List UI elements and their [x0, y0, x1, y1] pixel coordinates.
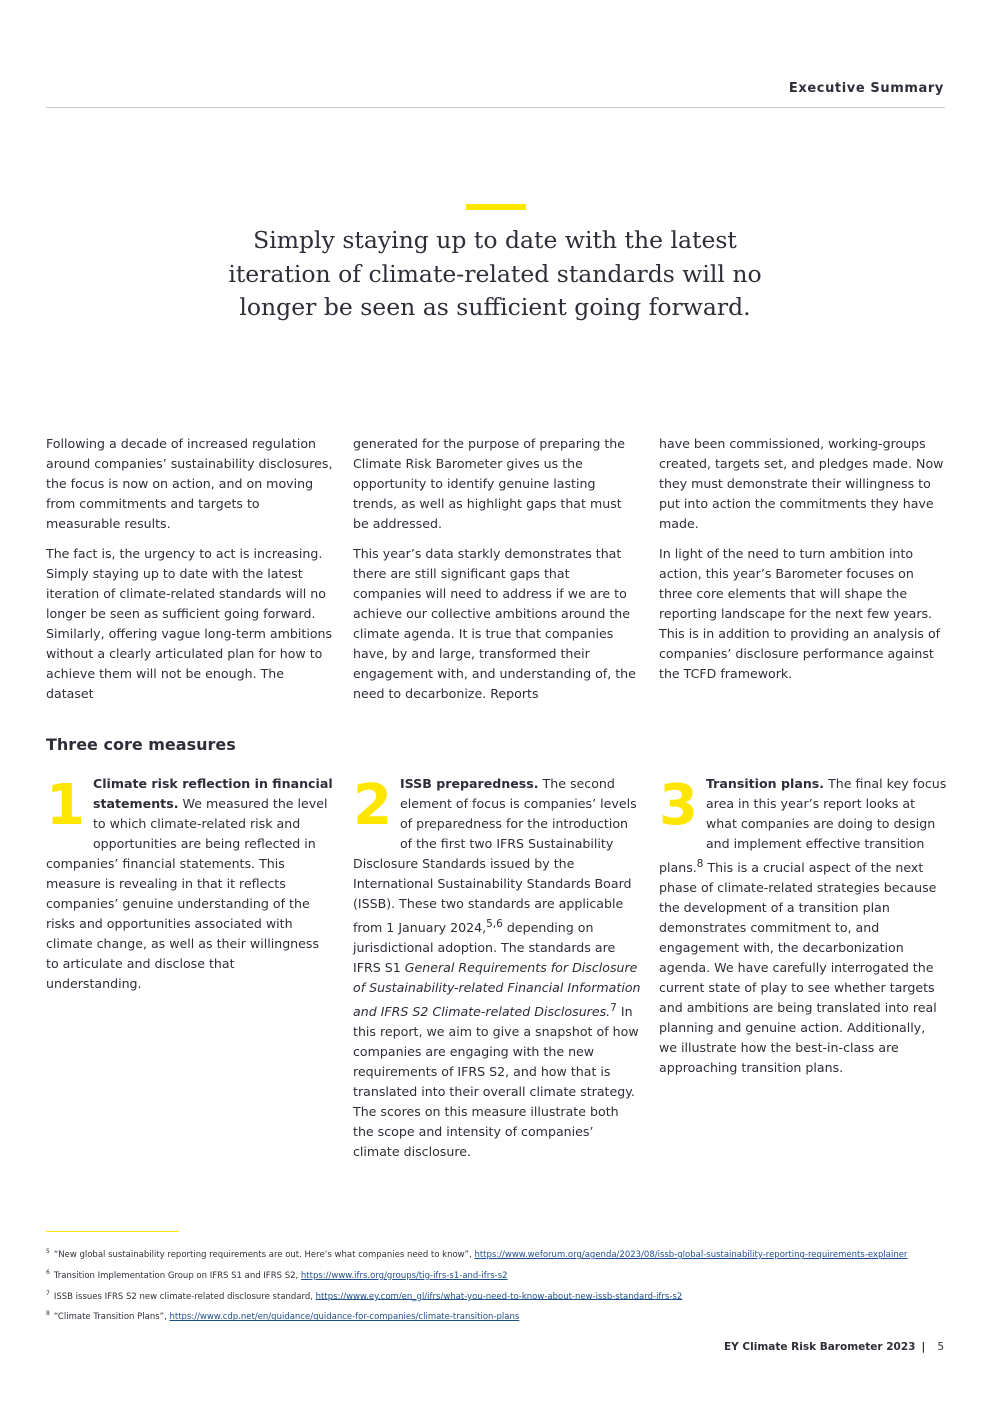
pull-quote: Simply staying up to date with the latest iteration of climate-related standards will no longer be seen as sufficient going forward. [228, 226, 762, 321]
measure-body: We measured the level to which climate-related risk and opportunities are being reflected in companies’ financial statements. This measure is revealing in that it reflects companies’ genuine understanding of the risks and opportunities associated with climate change, as well as their willingness to articulate and disclose that understanding. [46, 796, 328, 991]
footnote-number: 5 [46, 1248, 50, 1255]
footnote [46, 1243, 946, 1264]
intro-column-3 [659, 434, 947, 694]
footnote-text: “New global sustainability reporting requirements are out. Here’s what companies need to know”, [53, 1249, 475, 1260]
paragraph: generated for the purpose of preparing the Climate Risk Barometer gives us the opportunity to identify genuine lasting trends, as well as highlight gaps that must be addressed. [353, 436, 626, 531]
footnote [46, 1264, 946, 1285]
footnote-number: 7 [46, 1289, 50, 1297]
footnote-text: ISSB issues IFRS S2 new climate-related disclosure standard, [53, 1291, 316, 1302]
paragraph: This year’s data starkly demonstrates that there are still significant gaps that companies will need to address if we are to achieve our collective ambitions around the climate agenda. It is true that companies have, by and large, transformed their engagement with, and understanding of, the need to decarbonize. Reports [353, 546, 636, 701]
footnote [46, 1285, 946, 1306]
footnote-link[interactable]: https://www.ey.com/en_gl/ifrs/what-you-need-to-know-about-new-issb-standard-ifrs-s2 [315, 1291, 683, 1302]
measure-body: depending on jurisdictional adoption. The standards are IFRS S1 [353, 920, 616, 976]
measure-body: The final key focus area in this year’s report looks at what companies are doing to design and implement effective transition plans. [659, 776, 947, 876]
quote-accent-bar [466, 204, 526, 210]
footnote-link[interactable]: https://www.weforum.org/agenda/2023/08/issb-global-sustainability-reporting-requirements-explainer [474, 1249, 908, 1260]
section-title: Executive Summary [788, 81, 944, 96]
paragraph: Following a decade of increased regulation around companies’ sustainability disclosures, the focus is now on action, and on moving from commitments and targets to measurable results. [46, 436, 333, 531]
publication-title: EY Climate Risk Barometer 2023 [723, 1341, 916, 1353]
measure-title: ISSB preparedness. [399, 776, 539, 791]
footnote [46, 1305, 946, 1326]
footnote-link[interactable]: https://www.cdp.net/en/guidance/guidance-for-companies/climate-transition-plans [169, 1312, 520, 1323]
measure-number: 2 [353, 773, 392, 838]
header-divider [46, 107, 945, 108]
footnotes [46, 1243, 946, 1326]
footnote-divider [46, 1231, 179, 1232]
page-footer [724, 1341, 944, 1353]
footnote-number: 6 [46, 1268, 50, 1276]
paragraph: The fact is, the urgency to act is increasing. Simply staying up to date with the latest iteration of climate-related standards will no longer be seen as sufficient going forward. Similarly, offering vague long-term ambitions without a clearly articulated plan for how to achieve them will not be enough. The dataset [46, 546, 333, 701]
footnote-number: 8 [46, 1310, 50, 1318]
measure-title: Climate risk reflection in financial statements. [92, 776, 333, 811]
measure-number: 1 [46, 773, 85, 838]
footnote-text: Transition Implementation Group on IFRS S1 and IFRS S2, [53, 1270, 301, 1281]
page-number: 5 [937, 1341, 944, 1353]
measure-2 [353, 774, 641, 1162]
footnote-text: “Climate Transition Plans”, [53, 1312, 170, 1323]
measure-body: This is a crucial aspect of the next phase of climate-related strategies because the development of a transition plan demonstrates commitment to, and engagement with, the decarbonization agenda. We have carefully interrogated the current state of play to see whether targets and ambitions are being translated into real planning and genuine action. Additionally, we illustrate how the best-in-class are approaching transition plans. [659, 860, 937, 1076]
measure-3 [659, 774, 947, 1078]
intro-column-1 [46, 434, 334, 714]
footnote-ref: 5,6 [486, 918, 503, 930]
paragraph: In light of the need to turn ambition into action, this year’s Barometer focuses on three core elements that will shape the reporting landscape for the next few years. This is in addition to providing an analysis of companies’ disclosure performance against the TCFD framework. [659, 546, 941, 681]
measure-body: The second element of focus is companies’ levels of preparedness for the introduction of the first two IFRS Sustainability Disclosure Standards issued by the International Sustainability Standards Board (ISSB). These two standards are applicable from 1 January 2024, [353, 776, 637, 936]
measure-title: Transition plans. [705, 776, 825, 791]
intro-column-2 [353, 434, 641, 714]
footnote-link[interactable]: https://www.ifrs.org/groups/tig-ifrs-s1-and-ifrs-s2 [300, 1270, 508, 1281]
measure-1 [46, 774, 334, 994]
footnote-ref: 8 [696, 858, 704, 870]
measure-number: 3 [659, 773, 698, 838]
measure-body: In this report, we aim to give a snapshot of how companies are engaging with the new requirements of IFRS S2, and how that is translated into their overall climate strategy. The scores on this measure illustrate both the scope and intensity of companies’ climate disclosure. [353, 1004, 639, 1160]
footnote-ref: 7 [610, 1002, 617, 1015]
standards-title: General Requirements for Disclosure of Sustainability-related Financial Information and IFRS S2 Climate-related Disclosures. [353, 960, 641, 1020]
paragraph: have been commissioned, working-groups created, targets set, and pledges made. Now they must demonstrate their willingness to put into action the commitments they have made. [659, 436, 944, 531]
footer-separator: | [921, 1341, 926, 1353]
measures-heading: Three core measures [46, 735, 236, 754]
